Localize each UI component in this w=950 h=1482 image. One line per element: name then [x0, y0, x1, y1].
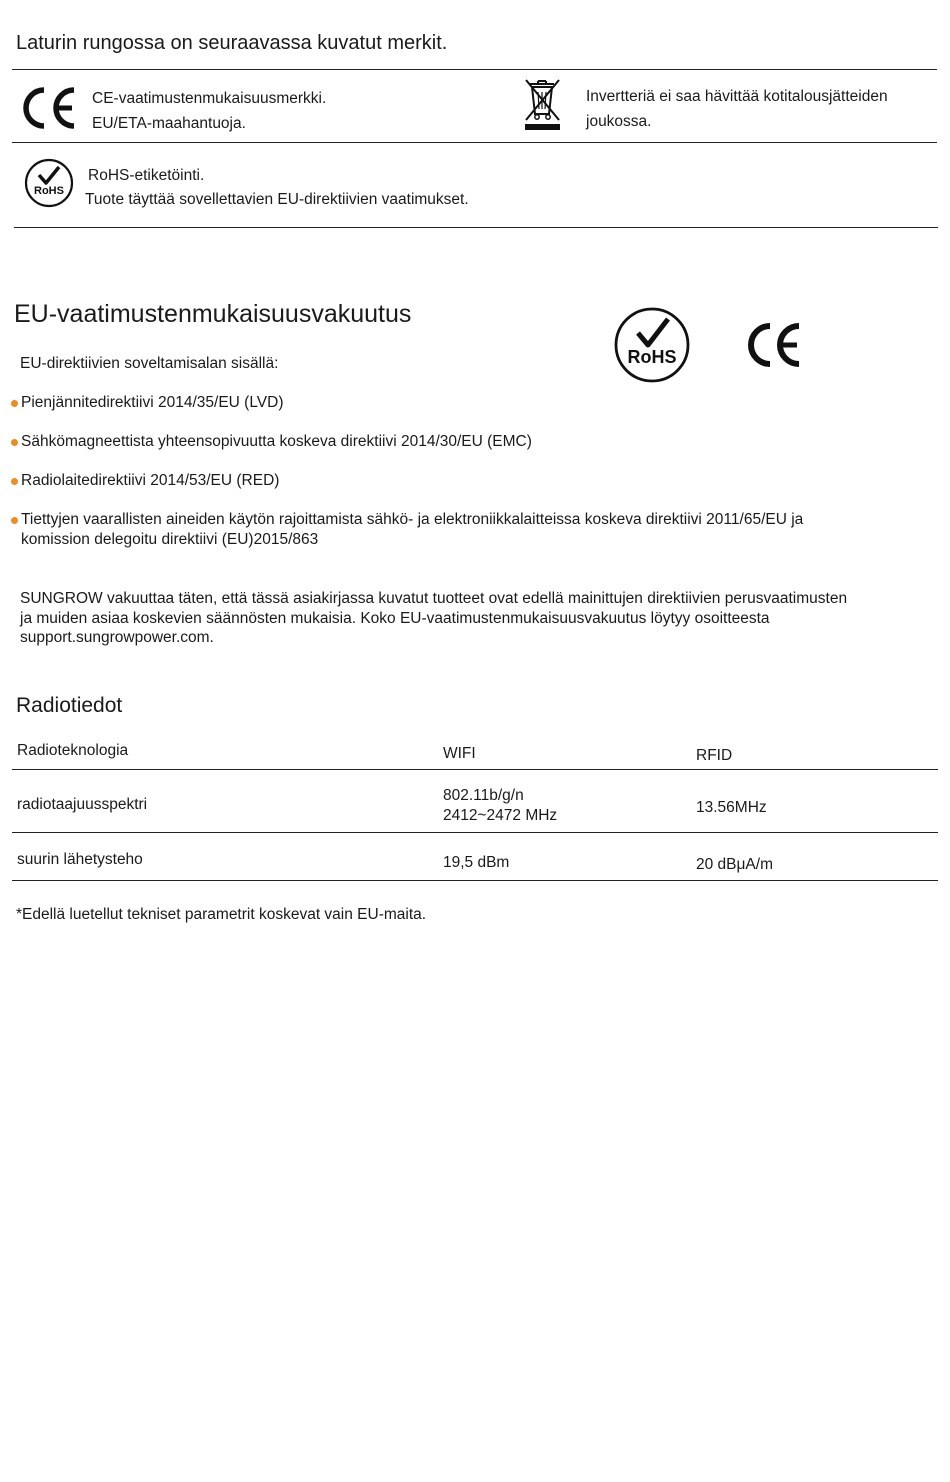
row-power-rfid: 20 dBμA/m	[696, 856, 773, 873]
directives-intro: EU-direktiivien soveltamisalan sisällä:	[20, 355, 279, 372]
crossed-bin-icon	[524, 78, 562, 132]
weee-text-line2: joukossa.	[586, 113, 652, 130]
rohs-large-icon	[614, 307, 690, 383]
ce-mark-icon	[14, 88, 78, 128]
rohs-text-line2: Tuote täyttää sovellettavien EU-direktiivien vaatimukset.	[85, 191, 469, 208]
divider	[12, 69, 937, 70]
declaration-heading: EU-vaatimustenmukaisuusvakuutus	[14, 300, 412, 328]
declaration-statement-line2: ja muiden asiaa koskevien säännösten mukaisia. Koko EU-vaatimustenmukaisuusvakuutus löytyy osoitteesta	[20, 610, 770, 627]
declaration-statement-line3: support.sungrowpower.com.	[20, 629, 214, 646]
footnote: *Edellä luetellut tekniset parametrit koskevat vain EU-maita.	[16, 906, 427, 923]
directive-item-continuation: komission delegoitu direktiivi (EU)2015/863	[21, 531, 319, 548]
row-spectrum-rfid: 13.56MHz	[696, 799, 767, 816]
ce-mark-large-icon	[742, 324, 802, 366]
radio-heading: Radiotiedot	[16, 694, 123, 717]
row-spectrum-wifi-line1: 802.11b/g/n	[443, 787, 524, 804]
markings-heading: Laturin rungossa on seuraavassa kuvatut merkit.	[16, 32, 448, 54]
table-divider	[12, 880, 938, 881]
ce-text-line2: EU/ETA-maahantuoja.	[92, 115, 246, 132]
bullet-dot	[11, 439, 18, 446]
svg-text:RoHS: RoHS	[627, 347, 677, 367]
table-header-rfid: RFID	[696, 747, 733, 764]
bullet-dot	[11, 400, 18, 407]
declaration-statement-line1: SUNGROW vakuuttaa täten, että tässä asiakirjassa kuvatut tuotteet ovat edellä mainittujen direktiivien perusvaatimusten	[20, 590, 848, 607]
ce-text-line1: CE-vaatimustenmukaisuusmerkki.	[92, 90, 327, 107]
rohs-icon	[24, 158, 74, 208]
bullet-dot	[11, 478, 18, 485]
table-header-wifi: WIFI	[443, 745, 476, 762]
row-power-label: suurin lähetysteho	[17, 851, 143, 868]
table-header-tech: Radioteknologia	[17, 742, 129, 759]
rohs-text-line1: RoHS-etiketöinti.	[88, 167, 205, 184]
row-spectrum-wifi-line2: 2412~2472 MHz	[443, 807, 558, 824]
weee-text-line1: Invertteriä ei saa hävittää kotitalousjätteiden	[586, 88, 888, 105]
divider	[12, 142, 937, 143]
bullet-dot	[11, 517, 18, 524]
table-divider	[12, 832, 938, 833]
table-divider	[12, 769, 938, 770]
divider	[14, 227, 938, 228]
svg-text:RoHS: RoHS	[34, 185, 64, 197]
row-power-wifi: 19,5 dBm	[443, 854, 510, 871]
row-spectrum-label: radiotaajuusspektri	[17, 796, 148, 813]
